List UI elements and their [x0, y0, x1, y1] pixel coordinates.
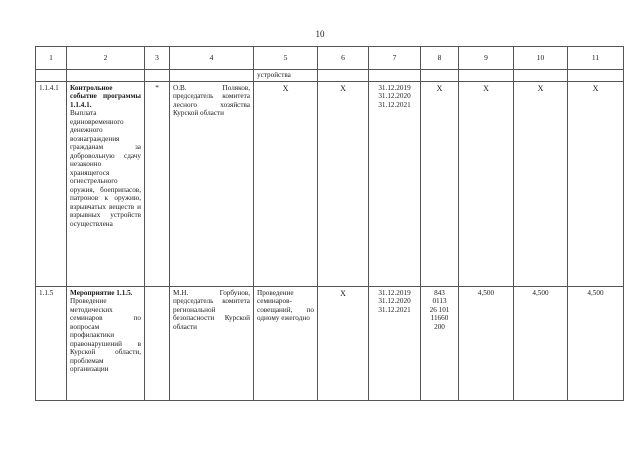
row-description: Выплата единовременного денежного вознаграждения гражданам за добровольную сдачу незаконно хранящегося огнестрельного оружия, боеприпасов, патронов к оружию, взрывчатых веществ и взрывных устройств осуществлена [70, 109, 141, 228]
column-number: 11 [568, 47, 624, 70]
row-dates: 31.12.2019 31.12.2020 31.12.2021 [369, 82, 421, 287]
row-col8: X [421, 82, 459, 287]
row-col11: X [568, 82, 624, 287]
row-col5: X [254, 82, 318, 287]
row-responsible: О.В. Поляков, председатель комитета лесного хозяйства Курской области [170, 82, 254, 287]
row-description-cell [67, 82, 145, 287]
table-row [36, 82, 624, 287]
column-number: 1 [36, 47, 67, 70]
column-number: 10 [514, 47, 568, 70]
page-number: 10 [315, 29, 325, 39]
row-mark [145, 287, 170, 401]
row-mark: * [145, 82, 170, 287]
row-col6: X [318, 287, 369, 401]
column-number: 5 [254, 47, 318, 70]
row-title: Контрольное событие программы 1.1.4.1. [70, 84, 141, 109]
row-responsible: М.Н. Горбунов, председатель комитета региональной безопасности Курской области [170, 287, 254, 401]
continuation-row [36, 70, 624, 82]
row-col10: X [514, 82, 568, 287]
row-title: Мероприятие 1.1.5. [70, 289, 133, 297]
column-number: 3 [145, 47, 170, 70]
row-id: 1.1.4.1 [36, 82, 67, 287]
measures-table [35, 46, 624, 401]
column-number: 4 [170, 47, 254, 70]
column-number: 6 [318, 47, 369, 70]
table-row [36, 287, 624, 401]
row-id: 1.1.5 [36, 287, 67, 401]
column-number: 2 [67, 47, 145, 70]
column-number-row [36, 47, 624, 70]
row-dates: 31.12.2019 31.12.2020 31.12.2021 [369, 287, 421, 401]
row-col9: 4,500 [459, 287, 514, 401]
row-col5: Проведение семинаров-совещаний, по одному ежегодно [254, 287, 318, 401]
continuation-cell: устройства [254, 70, 318, 82]
row-col6: X [318, 82, 369, 287]
column-number: 9 [459, 47, 514, 70]
row-col9: X [459, 82, 514, 287]
row-col8: 843 0113 26 101 11660 200 [421, 287, 459, 401]
row-col10: 4,500 [514, 287, 568, 401]
row-col11: 4,500 [568, 287, 624, 401]
row-description: Проведение методических семинаров по вопросам профилактики правонарушений в Курской области, проблемам организации [70, 297, 141, 374]
column-number: 7 [369, 47, 421, 70]
column-number: 8 [421, 47, 459, 70]
row-description-cell [67, 287, 145, 401]
